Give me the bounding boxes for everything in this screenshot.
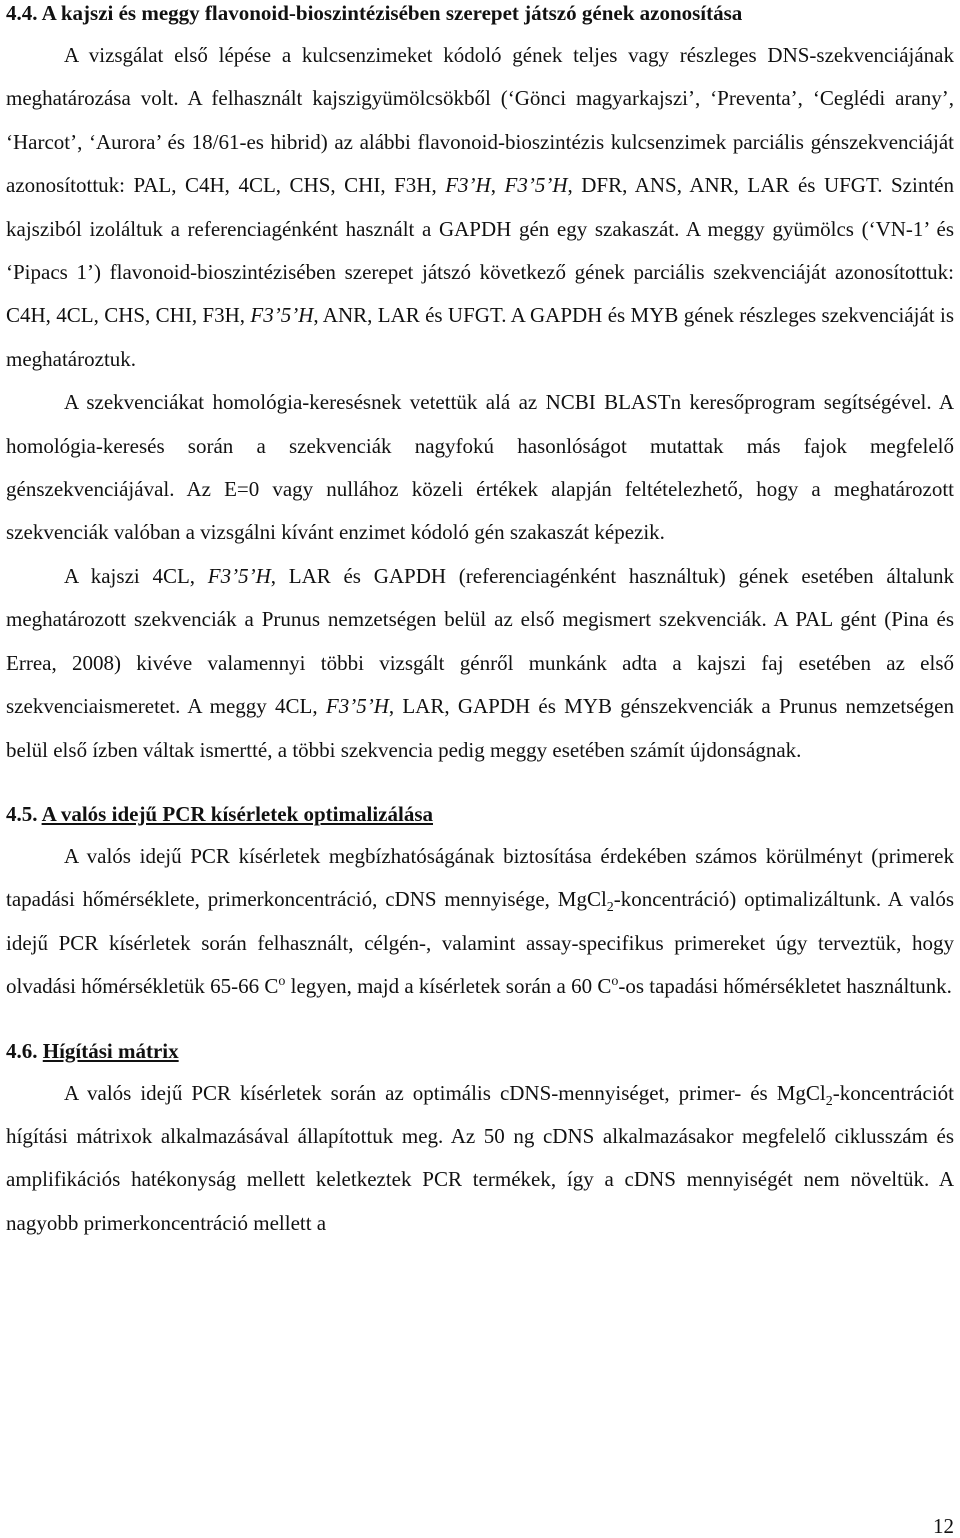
document-page <box>6 0 954 1245</box>
section-heading-4-6: 4.6. Hígítási mátrix <box>6 1038 179 1063</box>
section-heading-4-4: 4.4. A kajszi és meggy flavonoid-bioszintézisében szerepet játszó gének azonosítása <box>6 1 743 25</box>
page-number: 12 <box>933 1514 954 1538</box>
paragraph-pcr-optimization: A valós idejű PCR kísérletek megbízhatóságának biztosítása érdekében számos körülményt (primerek tapadási hőmérséklete, primerkoncentráció, cDNS mennyisége, MgCl$_2$-koncentráció) optimalizáltunk. A valós idejű PCR kísérletek során felhasznált, célgén-, valamint assay-specifikus primereket úgy terveztük, hogy olvadási hőmérsékletük 65-66 $C^o$ legyen, majd a kísérletek során a 60 $C^o-os$ tapadási hőmérsékletet használtunk. <box>6 843 954 999</box>
paragraph-homology-search: A szekvenciákat homológia-keresésnek vetettük alá az NCBI BLASTn keresőprogram segítségével. A homológia-keresés során a szekvenciák nagyfokú hasonlóságot mutattak más fajok megfelelő génszekvenciájával. Az E=0 vagy nullához közeli értékek alapján feltételezhető, hogy a meghatározott szekvenciák valóban a vizsgálni kívánt enzimet kódoló gén szakaszát képezik. <box>6 390 954 545</box>
paragraph-first-sequences: A kajszi 4CL, F3’5’H, LAR és GAPDH (referenciagénként használtuk) gének esetében általunk meghatározott szekvenciák a Prunus nemzetségen belül az első megismert szekvenciák. A PAL gént (Pina és Errea, 2008) kivéve valamennyi többi vizsgált génről munkánk adta a kajszi faj esetében az első szekvenciaismeretet. A meggy 4CL, F3’5’H, LAR, GAPDH és MYB génszekvenciák a Prunus nemzetségen belül első ízben váltak ismertté, a többi szekvencia pedig meggy esetében számít újdonságnak. <box>6 563 954 762</box>
section-heading-4-5: 4.5. A valós idejű PCR kísérletek optimalizálása <box>6 801 433 826</box>
paragraph-gene-identification: A vizsgálat első lépése a kulcsenzimeket kódoló gének teljes vagy részleges DNS-szekvenciájának meghatározása volt. A felhasznált kajszigyümölcsökből (‘Gönci magyarkajszi’, ‘Preventa’, ‘Ceglédi arany’, ‘Harcot’, ‘Aurora’ és 18/61-es hibrid) az alábbi flavonoid-bioszintézis kulcsenzimek parciális génszekvenciáját azonosítottuk: PAL, C4H, 4CL, CHS, CHI, F3H, F3’H, F3’5’H, DFR, ANS, ANR, LAR és UFGT. Szintén kajsziból izoláltuk a referenciagénként használt a GAPDH gén egy szakaszát. A meggy gyümölcs (‘VN-1’ és ‘Pipacs 1’) flavonoid-bioszintézisében szerepet játszó következő gének parciális szekvenciáját azonosítottuk: C4H, 4CL, CHS, CHI, F3H, F3’5’H, ANR, LAR és UFGT. A GAPDH és MYB gének részleges szekvenciáját is meghatároztuk. <box>6 43 954 371</box>
paragraph-dilution-matrix: A valós idejű PCR kísérletek során az optimális cDNS-mennyiséget, primer- és MgCl$_2$-koncentrációt hígítási mátrixok alkalmazásával állapítottuk meg. Az 50 ng cDNS alkalmazásakor megfelelő ciklusszám és amplifikációs hatékonyság mellett keletkeztek PCR termékek, így a cDNS mennyiségét nem növeltük. A nagyobb primerkoncentráció mellett a <box>6 1080 954 1235</box>
